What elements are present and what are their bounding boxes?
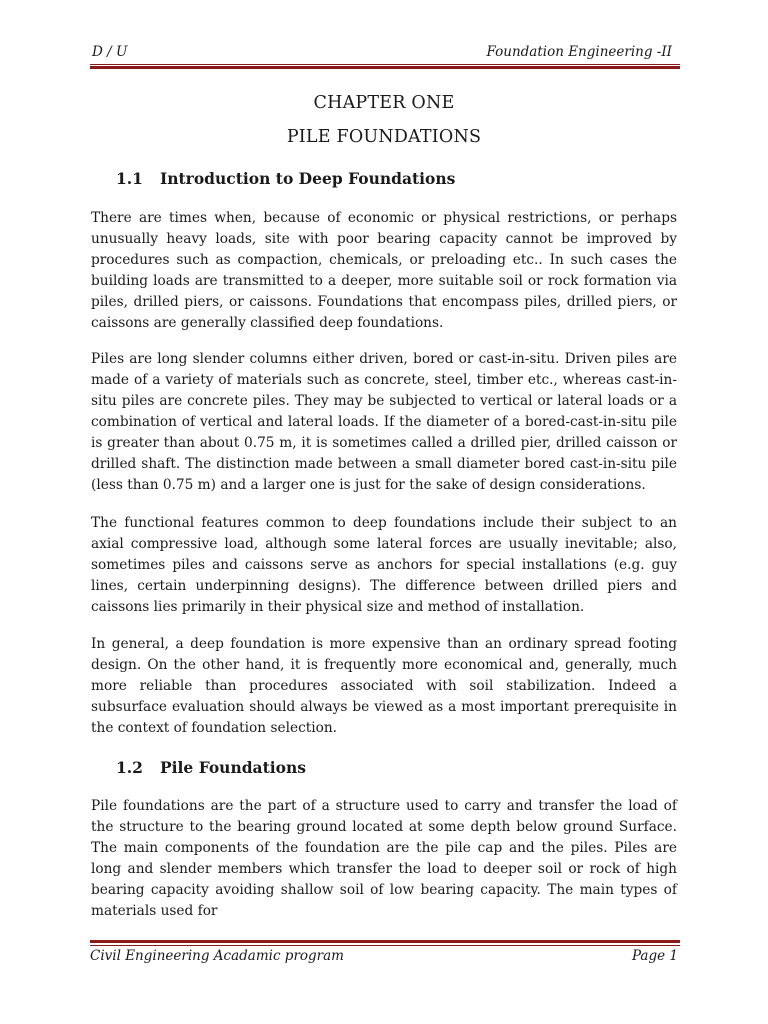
header-rule-thin [90, 64, 680, 65]
paragraph: There are times when, because of economic or physical restrictions, or perhaps unusually heavy loads, site with poor bearing capacity cannot be improved by procedures such as compaction, chemicals, or preloading etc.. In such cases the building loads are transmitted to a deeper, more suitable soil or rock formation via piles, drilled piers, or caissons. Foundations that encompass piles, drilled piers, or caissons are generally classified deep foundations. [91, 210, 677, 331]
chapter-title: PILE FOUNDATIONS [286, 127, 482, 147]
header-rule-thick [90, 66, 680, 69]
header-course-title: Foundation Engineering -II [486, 44, 672, 60]
paragraph: Pile foundations are the part of a structure used to carry and transfer the load of the structure to the bearing ground located at some depth below ground Surface. The main components of the foundation are the pile cap and the piles. Piles are long and slender members which transfer the load to deeper soil or rock of high bearing capacity avoiding shallow soil of low bearing capacity. The main types of materials used for [91, 798, 677, 919]
section-number: 1.1 [116, 169, 143, 188]
page-number: Page 1 [631, 948, 678, 964]
section-title: Pile Foundations [160, 758, 306, 777]
footer-rule-thick [90, 940, 680, 943]
section-heading-1-2 [116, 757, 306, 779]
section-heading-1-1 [116, 168, 455, 190]
paragraph: Piles are long slender columns either driven, bored or cast-in-situ. Driven piles are made of a variety of materials such as concrete, steel, timber etc., whereas cast-in-situ piles are concrete piles. They may be subjected to vertical or lateral loads or a combination of vertical and lateral loads. If the diameter of a bored-cast-in-situ pile is greater than about 0.75 m, it is sometimes called a drilled pier, drilled caisson or drilled shaft. The distinction made between a small diameter bored cast-in-situ pile (less than 0.75 m) and a larger one is just for the sake of design considerations. [91, 351, 677, 493]
header-institution: D / U [92, 44, 128, 60]
page-footer [90, 946, 680, 966]
footer-program: Civil Engineering Acadamic program [90, 948, 344, 964]
page-header [90, 42, 678, 62]
chapter-label: CHAPTER ONE [313, 93, 455, 113]
paragraph: In general, a deep foundation is more expensive than an ordinary spread footing design. On the other hand, it is frequently more economical and, generally, much more reliable than procedures associated with soil stabilization. Indeed a subsurface evaluation should always be viewed as a most important prerequisite in the context of foundation selection. [91, 636, 677, 736]
section-number: 1.2 [116, 758, 143, 777]
paragraph: The functional features common to deep foundations include their subject to an axial compressive load, although some lateral forces are usually inevitable; also, sometimes piles and caissons serve as anchors for special installations (e.g. guy lines, certain underpinning designs). The difference between drilled piers and caissons lies primarily in their physical size and method of installation. [91, 515, 677, 615]
section-title: Introduction to Deep Foundations [160, 169, 456, 188]
